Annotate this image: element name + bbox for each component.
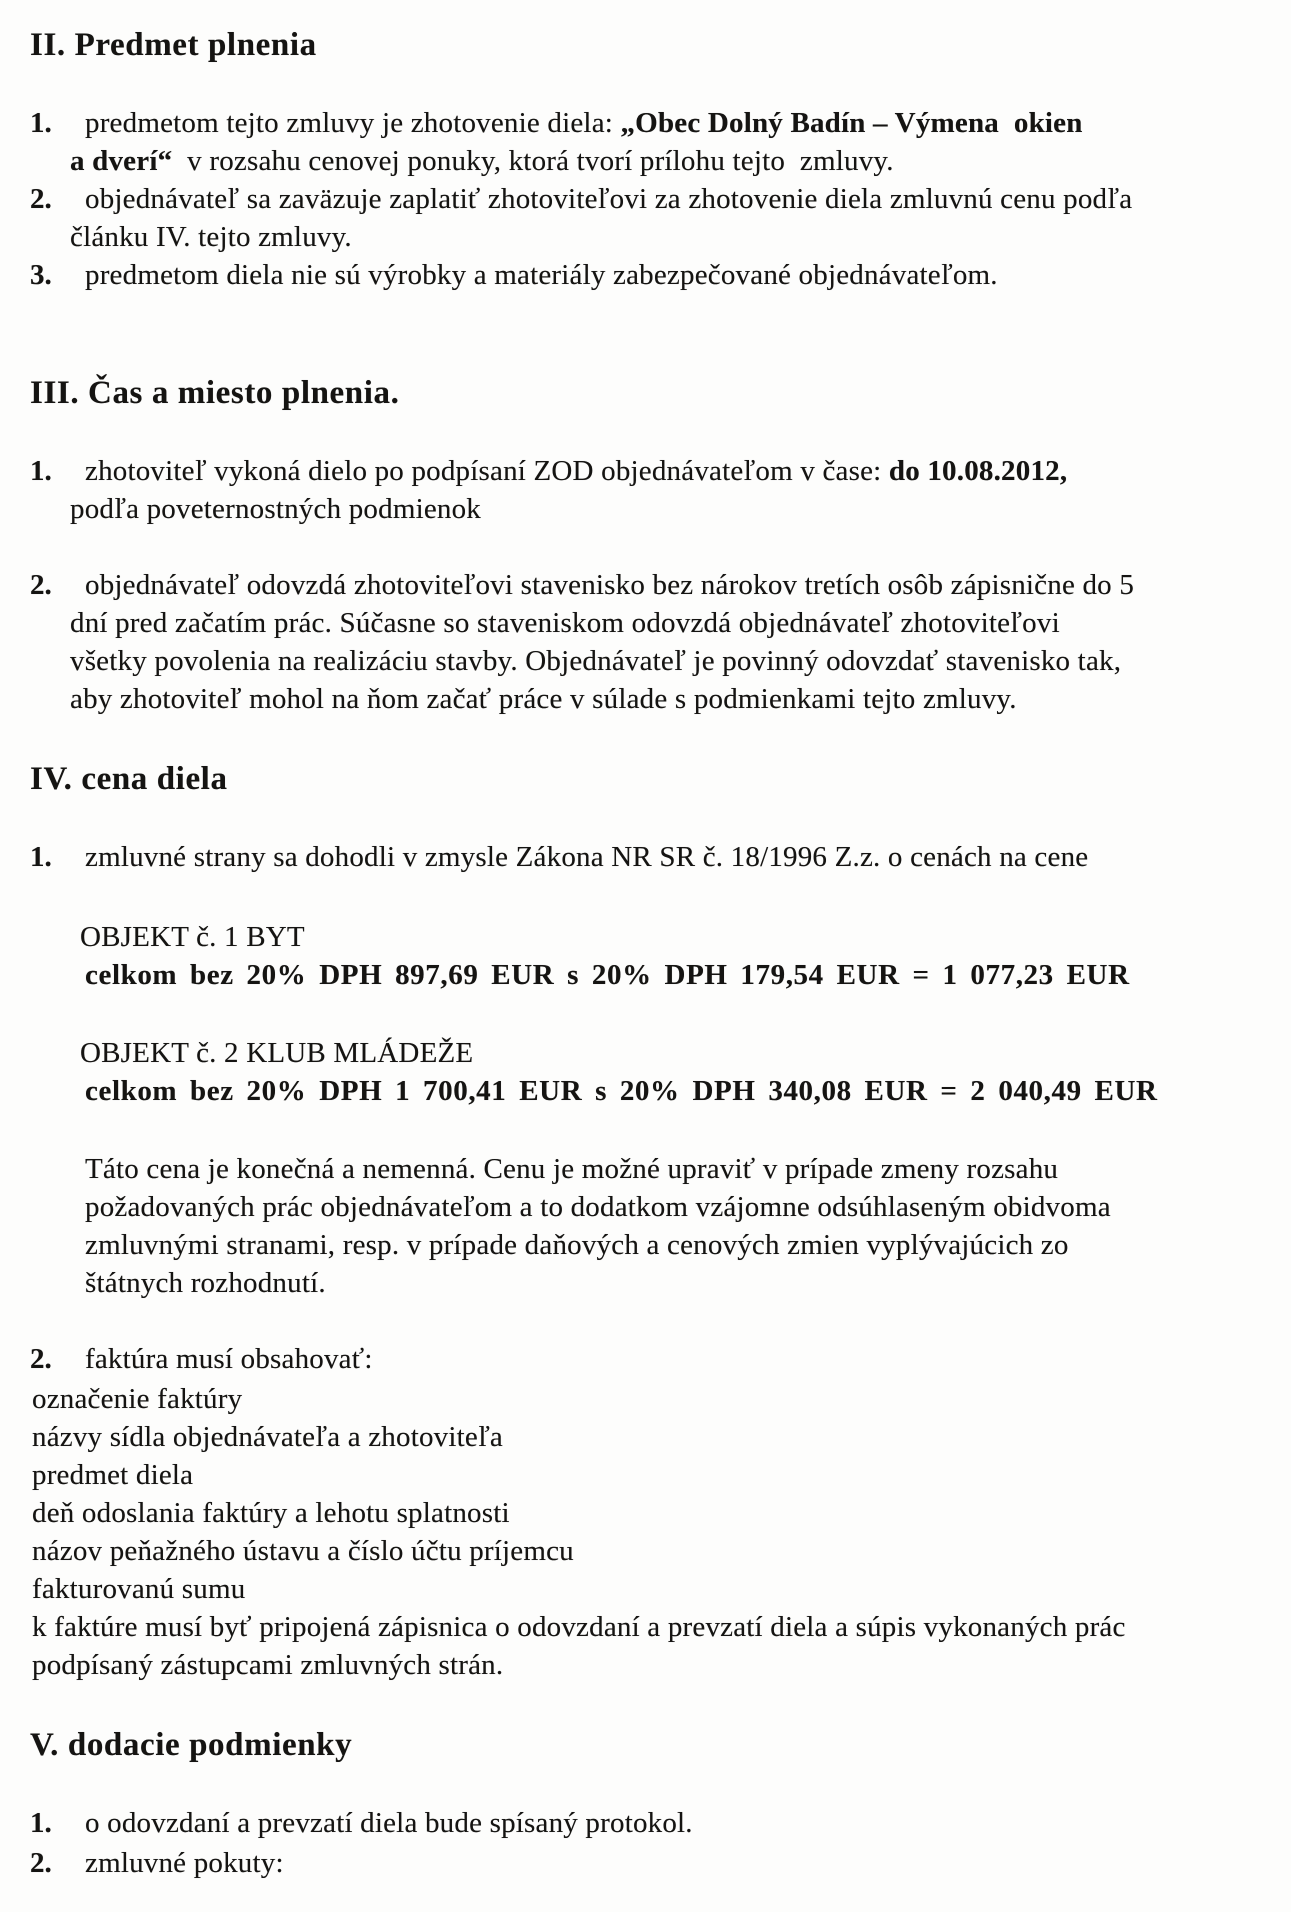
objekt-price: celkom bez 20% DPH 1 700,41 EUR s 20% DPH 340,08 EUR = 2 040,49 EUR — [85, 1075, 1158, 1107]
list-item-iv-2 — [30, 1340, 1263, 1378]
list-item-iii-2 — [30, 566, 1263, 718]
section-ii-heading: II. Predmet plnenia — [30, 27, 317, 63]
list-item-iii-1 — [30, 452, 1263, 528]
invoice-requirements-list — [30, 1380, 1263, 1684]
bold-text-run: „Obec Dolný Badín – Výmena okien — [620, 107, 1083, 139]
text-line: štátnych rozhodnutí. — [85, 1267, 326, 1299]
text-line: zmluvné strany sa dohodli v zmysle Zákona NR SR č. 18/1996 Z.z. o cenách na cene — [85, 841, 1089, 873]
objekt-price: celkom bez 20% DPH 897,69 EUR s 20% DPH 179,54 EUR = 1 077,23 EUR — [85, 959, 1130, 991]
text-line: aby zhotoviteľ mohol na ňom začať práce v súlade s podmienkami tejto zmluvy. — [70, 683, 1017, 715]
text-line: Táto cena je konečná a nemenná. Cenu je možné upraviť v prípade zmeny rozsahu — [85, 1153, 1059, 1185]
text-line: dní pred začatím prác. Súčasne so staveniskom odovzdá objednávateľ zhotoviteľovi — [70, 607, 1060, 639]
text-line: predmet diela — [32, 1459, 194, 1491]
item-number: 1. — [30, 107, 52, 139]
text-line: k faktúre musí byť pripojená zápisnica o odovzdaní a prevzatí diela a súpis vykonaných prác — [32, 1611, 1126, 1643]
text-line — [70, 142, 1263, 180]
text-line: podľa poveternostných podmienok — [70, 493, 482, 525]
section-dodacie-podmienky — [30, 1724, 1263, 1882]
price-block-byt — [30, 918, 1263, 994]
objekt-title: OBJEKT č. 2 KLUB MLÁDEŽE — [80, 1037, 474, 1069]
section-v-heading: V. dodacie podmienky — [30, 1727, 353, 1763]
list-item-v-2 — [30, 1844, 1263, 1882]
text-line: názov peňažného ústavu a číslo účtu príjemcu — [32, 1535, 574, 1567]
text-line: označenie faktúry — [32, 1383, 243, 1415]
price-block-klub-mladeze — [30, 1034, 1263, 1110]
item-number: 2. — [30, 569, 52, 601]
list-item-ii-2 — [30, 180, 1263, 256]
section-iii-heading: III. Čas a miesto plnenia. — [30, 375, 400, 411]
text-line: názvy sídla objednávateľa a zhotoviteľa — [32, 1421, 504, 1453]
text-line — [70, 104, 1263, 142]
item-number: 2. — [30, 1847, 52, 1879]
text-line: faktúra musí obsahovať: — [85, 1343, 373, 1375]
text-line: deň odoslania faktúry a lehotu splatnosti — [32, 1497, 510, 1529]
text-line: podpísaný zástupcami zmluvných strán. — [32, 1649, 504, 1681]
text-line: článku IV. tejto zmluvy. — [70, 221, 352, 253]
text-run: v rozsahu cenovej ponuky, ktorá tvorí prílohu tejto zmluvy. — [172, 145, 894, 177]
text-run: zhotoviteľ vykoná dielo po podpísaní ZOD objednávateľom v čase: — [85, 455, 889, 487]
text-line: zmluvné pokuty: — [85, 1847, 284, 1879]
section-cena-diela — [30, 758, 1263, 1684]
list-item-v-1 — [30, 1804, 1263, 1842]
text-line — [70, 452, 1263, 490]
objekt-title: OBJEKT č. 1 BYT — [80, 921, 305, 953]
bold-text-run: a dverí“ — [70, 145, 173, 177]
price-note-paragraph — [85, 1150, 1263, 1302]
text-line: objednávateľ sa zaväzuje zaplatiť zhotoviteľovi za zhotovenie diela zmluvnú cenu podľa — [85, 183, 1133, 215]
list-item-ii-1 — [30, 104, 1263, 180]
text-line: všetky povolenia na realizáciu stavby. Objednávateľ je povinný odovzdať stavenisko tak, — [70, 645, 1122, 677]
text-line: zmluvnými stranami, resp. v prípade daňových a cenových zmien vyplývajúcich zo — [85, 1229, 1069, 1261]
text-line: o odovzdaní a prevzatí diela bude spísaný protokol. — [85, 1807, 693, 1839]
item-number: 2. — [30, 183, 52, 215]
bold-text-run: do 10.08.2012, — [888, 455, 1068, 487]
item-number: 1. — [30, 841, 52, 873]
text-line: požadovaných prác objednávateľom a to dodatkom vzájomne odsúhlaseným obidvoma — [85, 1191, 1111, 1223]
list-item-ii-3 — [30, 256, 1263, 294]
section-predmet-plnenia — [30, 24, 1263, 294]
item-number: 3. — [30, 259, 52, 291]
item-number: 1. — [30, 1807, 52, 1839]
section-iv-heading: IV. cena diela — [30, 761, 228, 797]
text-line: objednávateľ odovzdá zhotoviteľovi stavenisko bez nárokov tretích osôb zápisnične do 5 — [85, 569, 1135, 601]
text-line: predmetom diela nie sú výrobky a materiály zabezpečované objednávateľom. — [85, 259, 998, 291]
section-cas-a-miesto — [30, 372, 1263, 718]
list-item-iv-1 — [30, 838, 1263, 876]
item-number: 1. — [30, 455, 52, 487]
item-number: 2. — [30, 1343, 52, 1375]
text-line: fakturovanú sumu — [32, 1573, 246, 1605]
text-run: predmetom tejto zmluvy je zhotovenie diela: — [85, 107, 621, 139]
